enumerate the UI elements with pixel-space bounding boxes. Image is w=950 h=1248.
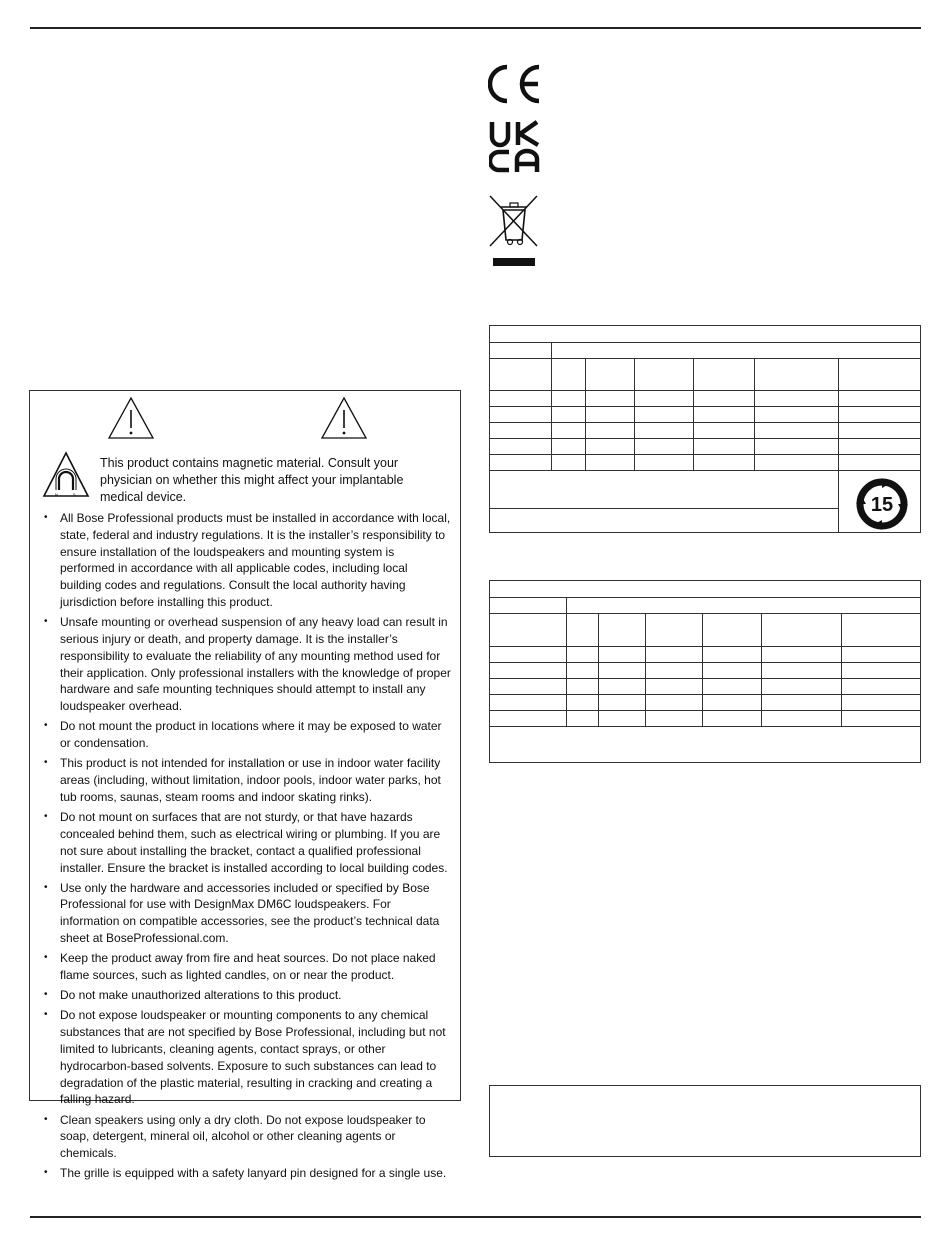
table-col-divider [693,358,694,470]
table-col-divider [838,470,839,532]
table-row-divider [490,678,920,679]
table-row-divider [490,726,920,727]
crossed-bin-icon [488,194,540,268]
safety-warning-box [29,390,461,1181]
table-row-divider [490,613,920,614]
ukca-mark-icon [489,120,541,174]
table-col-divider [598,613,599,726]
table-row-divider [490,342,920,343]
list-item: • Do not mount the product in locations where it may be exposed to water or condensation. [42,718,452,752]
table-row-divider [490,597,920,598]
magnetic-material-notice: This product contains magnetic material. Consult your physician on whether this might affect your implantable medical device. [100,456,404,504]
list-item: • All Bose Professional products must be installed in accordance with local, state, federal and industry regulations. It is the installer’s responsibility to ensure installation of the loudspeakers and mounting system is performed in accordance with all applicable codes, including local building codes and regulations. Consult the local authority having jurisdiction before installing this product. [42,510,452,611]
list-item: • The grille is equipped with a safety lanyard pin designed for a single use. [42,1165,452,1182]
svg-text:S: S [73,492,76,497]
magnet-warning-icon [42,451,90,499]
table-col-divider [841,613,842,726]
list-item: • This product is not intended for installation or use in indoor water facility areas (including, without limitation, indoor pools, indoor water parks, hot tub rooms, saunas, steam rooms and indoor skating rinks). [42,755,452,805]
list-item: • Use only the hardware and accessories included or specified by Bose Professional for use with DesignMax DM6C loudspeakers. For information on compatible accessories, see the product’s technical data sheet at BoseProfessional.com. [42,880,452,947]
table-col-divider [585,358,586,470]
table-col-divider [551,342,552,470]
list-item: • Do not expose loudspeaker or mounting components to any chemical substances that are not specified by Bose Professional, including but not limited to lubricants, cleaning agents, contact sprays, or other hydrocarbon-based solvents. Exposure to such substances can lead to degradation of the plastic material, resulting in cracking and creating a falling hazard. [42,1007,452,1108]
warning-triangle-icon [107,396,155,440]
bottom-rule [30,1216,921,1218]
table-row-divider [490,508,838,509]
table-col-divider [645,613,646,726]
table-row-divider [490,438,920,439]
warning-triangle-icon [320,396,368,440]
rohs-number: 15 [870,494,894,516]
table-col-divider [634,358,635,470]
list-item: • Keep the product away from fire and heat sources. Do not place naked flame sources, such as lighted candles, on or near the product. [42,950,452,984]
table-row-divider [490,406,920,407]
ce-mark-icon [488,64,542,104]
table-row-divider [490,646,920,647]
table-col-divider [566,597,567,726]
list-item: • Do not make unauthorized alterations to this product. [42,987,452,1004]
table-row-divider [490,662,920,663]
table-row-divider [490,454,920,455]
list-item: • Do not mount on surfaces that are not sturdy, or that have hazards concealed behind them, such as electrical wiring or plumbing. If you are not sure about installing the bracket, contact a qualified professional installer. Ensure the bracket is installed according to local building codes. [42,809,452,876]
restricted-substances-table [489,580,921,763]
safety-instruction-list [42,510,452,1186]
list-item: • Unsafe mounting or overhead suspension of any heavy load can result in serious injury or death, and property damage. It is the installer’s responsibility to evaluate the reliability of any mounting method used for their application. Only professional installers with the knowledge of proper hardware and safe mounting techniques should attempt to install any loudspeaker overhead. [42,614,452,715]
table-col-divider [702,613,703,726]
list-item: • Clean speakers using only a dry cloth. Do not expose loudspeaker to soap, detergent, mineral oil, alcohol or other cleaning agents or chemicals. [42,1112,452,1162]
table-col-divider [838,358,839,470]
table-row-divider [490,358,920,359]
table-row-divider [490,694,920,695]
table-col-divider [754,358,755,470]
china-rohs-15-icon [856,478,908,530]
table-col-divider [761,613,762,726]
top-rule [30,27,921,29]
table-row-divider [490,470,920,471]
table-row-divider [490,422,920,423]
table-row-divider [490,710,920,711]
note-box [489,1085,921,1157]
svg-text:N: N [55,492,58,497]
table-row-divider [490,390,920,391]
